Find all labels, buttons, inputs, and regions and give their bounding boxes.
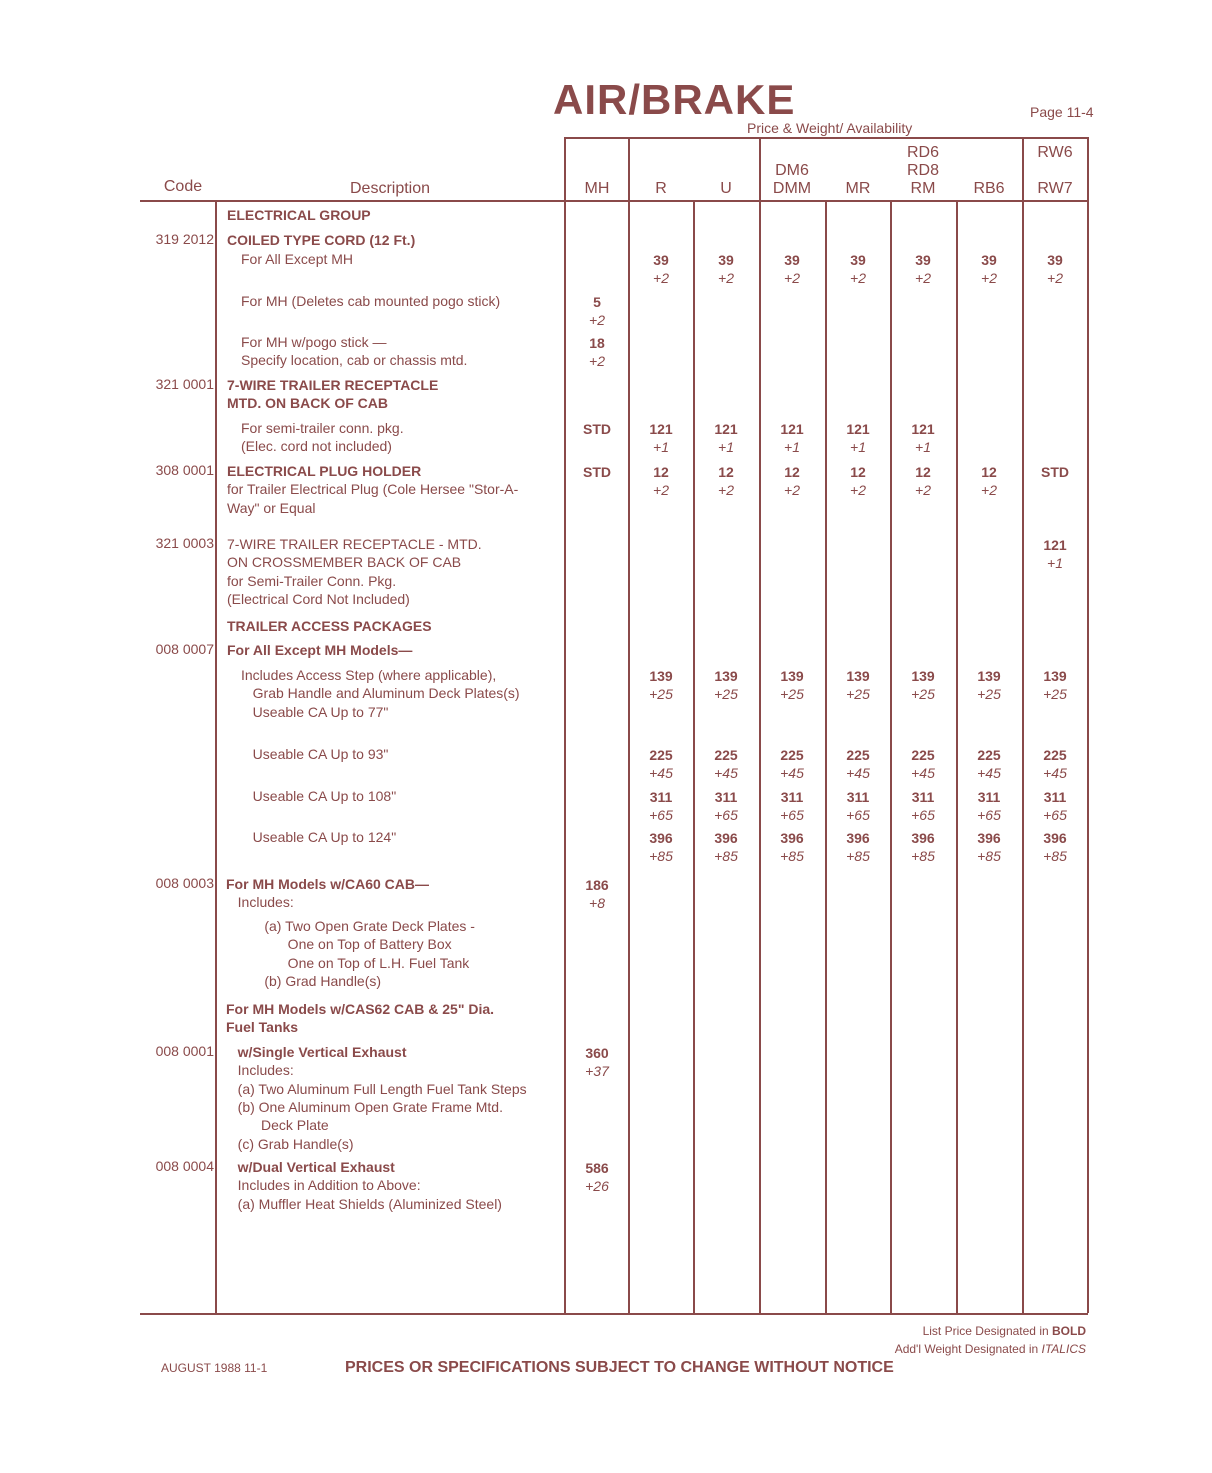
list-price: 121 [714,421,738,437]
additional-weight: +1 [718,439,734,455]
price-cell-u [694,829,758,865]
price-cell-mr [826,420,890,456]
list-price: 311 [911,789,935,805]
header-top-rule [565,137,1088,139]
list-price: 12 [850,464,866,480]
additional-weight: +1 [784,439,800,455]
list-price: 396 [649,830,673,846]
legend-price [923,1324,1086,1338]
additional-weight: +85 [846,848,870,864]
list-price: 39 [1047,252,1063,268]
additional-weight: +45 [714,765,738,781]
item-description: (b) One Aluminum Open Grate Frame Mtd. [226,1098,503,1115]
item-code: 321 0001 [155,376,214,392]
list-price: 396 [780,830,804,846]
additional-weight: +25 [846,686,870,702]
list-price: STD [583,421,611,437]
additional-weight: +65 [780,807,804,823]
item-description: For MH Models w/CA60 CAB— [226,876,430,892]
item-description: (Electrical Cord Not Included) [227,590,410,607]
price-cell-r [629,667,693,703]
column-header-r [629,180,693,198]
price-cell-rd [891,829,955,865]
item-description: ON CROSSMEMBER BACK OF CAB [227,554,462,571]
item-description: w/Single Vertical Exhaust [226,1044,407,1060]
list-price: 12 [653,464,669,480]
price-cell-mr [826,829,890,865]
additional-weight: +85 [911,848,935,864]
column-header-line: DM6 [775,162,809,179]
column-header-rw [1023,144,1087,198]
additional-weight: +45 [649,765,673,781]
item-description: ELECTRICAL PLUG HOLDER [227,463,422,479]
price-cell-rd [891,463,955,499]
list-price: 311 [649,789,673,805]
list-price: 121 [911,421,935,437]
item-description: Useable CA Up to 108" [241,788,397,804]
item-description: Useable CA Up to 77" [241,703,389,720]
price-cell-rw [1023,536,1087,572]
additional-weight: +65 [649,807,673,823]
page-number: Page 11-4 [1030,104,1094,120]
column-header-line: DMM [772,180,812,197]
column-header-line: RW6 [1037,144,1073,161]
item-description: One on Top of L.H. Fuel Tank [241,954,470,971]
item-description: MTD. ON BACK OF CAB [227,395,388,412]
header-bottom-rule [140,200,1088,202]
list-price: 311 [1043,789,1067,805]
column-header-dm [760,162,824,198]
list-price: 121 [780,421,804,437]
additional-weight: +45 [911,765,935,781]
additional-weight: +25 [911,686,935,702]
column-header-mh [565,180,629,198]
price-cell-rw [1023,667,1087,703]
item-description: For MH Models w/CAS62 CAB & 25" Dia. [226,1001,495,1017]
item-description: For All Except MH [241,251,354,267]
rule-right [1087,137,1089,1313]
additional-weight: +2 [915,270,931,286]
item-description: 7-WIRE TRAILER RECEPTACLE - MTD. [227,536,482,552]
price-cell-r [629,829,693,865]
item-description: (c) Grab Handle(s) [226,1135,354,1152]
additional-weight: +25 [649,686,673,702]
list-price: 12 [981,464,997,480]
price-cell-rd [891,746,955,782]
item-description: for Semi-Trailer Conn. Pkg. [227,572,397,589]
item-description: (a) Muffler Heat Shields (Aluminized Steel) [226,1195,502,1212]
price-cell-mr [826,667,890,703]
list-price: 139 [714,668,738,684]
additional-weight: +2 [653,482,669,498]
item-description: for Trailer Electrical Plug (Cole Hersee "Stor-A- [227,481,519,498]
additional-weight: +85 [649,848,673,864]
item-description: Grab Handle and Aluminum Deck Plates(s) [241,685,520,702]
list-price: 311 [780,789,804,805]
rule-rb [1022,137,1024,1313]
price-cell-dm [760,788,824,824]
item-code: 319 2012 [155,231,214,247]
price-cell-rw [1023,251,1087,287]
item-description: Includes Access Step (where applicable), [241,667,497,683]
price-cell-rw [1023,829,1087,865]
column-header-rb [957,180,1021,198]
column-header-line: RM [910,180,936,197]
legend-price-label: List Price Designated in [922,1324,1052,1338]
item-description: Specify location, cab or chassis mtd. [241,352,468,369]
page-subtitle: Price & Weight/ Availability [747,120,913,136]
rule-code [215,200,217,1313]
additional-weight: +2 [850,270,866,286]
additional-weight: +8 [589,895,605,911]
table-bottom-rule [140,1313,1088,1315]
list-price: 139 [780,668,804,684]
price-cell-rb [957,788,1021,824]
price-cell-u [694,251,758,287]
price-cell-mh [565,1044,629,1080]
price-cell-rb [957,463,1021,499]
footer-notice: PRICES OR SPECIFICATIONS SUBJECT TO CHANGE WITHOUT NOTICE [345,1359,894,1376]
list-price: 396 [911,830,935,846]
price-cell-mh [565,463,629,481]
column-header-line: RD6 [906,144,939,161]
list-price: 225 [649,747,673,763]
list-price: 225 [846,747,870,763]
list-price: 225 [714,747,738,763]
price-cell-mh [565,1159,629,1195]
additional-weight: +45 [1043,765,1067,781]
additional-weight: +37 [585,1063,609,1079]
price-cell-rd [891,251,955,287]
price-cell-dm [760,251,824,287]
additional-weight: +65 [846,807,870,823]
list-price: 39 [653,252,669,268]
item-code: 308 0001 [155,462,214,478]
list-price: 360 [585,1045,609,1061]
list-price: STD [583,464,611,480]
additional-weight: +2 [589,312,605,328]
price-cell-r [629,746,693,782]
price-cell-r [629,251,693,287]
price-cell-mh [565,293,629,329]
price-cell-rb [957,829,1021,865]
legend-weight-label: Add'l Weight Designated in [894,1342,1042,1356]
item-description: COILED TYPE CORD (12 Ft.) [227,232,416,248]
price-cell-rb [957,746,1021,782]
additional-weight: +2 [784,482,800,498]
list-price: 39 [915,252,931,268]
price-cell-u [694,788,758,824]
price-cell-mr [826,746,890,782]
list-price: 311 [846,789,870,805]
list-price: 139 [1043,668,1067,684]
column-header-u [694,180,758,198]
price-cell-rb [957,251,1021,287]
column-header-line [1023,162,1087,180]
legend-weight-word: ITALICS [1041,1342,1086,1356]
list-price: 139 [911,668,935,684]
column-header-line: R [655,180,667,197]
column-header-line: MR [845,180,871,197]
rule-u [759,137,761,1313]
additional-weight: +1 [1047,555,1063,571]
price-cell-r [629,420,693,456]
additional-weight: +85 [714,848,738,864]
legend-weight [895,1342,1086,1356]
list-price: 186 [585,877,609,893]
item-code: 008 0007 [155,641,214,657]
price-cell-mh [565,876,629,912]
price-cell-u [694,667,758,703]
column-header-line: MH [584,180,610,197]
item-code: 008 0004 [155,1158,214,1174]
list-price: 396 [714,830,738,846]
price-cell-mh [565,420,629,438]
item-description: w/Dual Vertical Exhaust [226,1159,395,1175]
additional-weight: +45 [977,765,1001,781]
list-price: 18 [589,335,605,351]
additional-weight: +65 [911,807,935,823]
price-cell-mr [826,463,890,499]
additional-weight: +25 [1043,686,1067,702]
additional-weight: +2 [850,482,866,498]
item-description: For MH (Deletes cab mounted pogo stick) [241,293,501,309]
list-price: 121 [649,421,673,437]
item-description: One on Top of Battery Box [241,936,452,953]
column-header-rd [891,144,955,198]
additional-weight: +25 [780,686,804,702]
list-price: 39 [850,252,866,268]
price-cell-r [629,463,693,499]
column-header-code: Code [163,178,203,195]
price-cell-mr [826,251,890,287]
item-description: For MH w/pogo stick — [241,334,387,350]
column-header-mr [826,180,890,198]
additional-weight: +2 [589,353,605,369]
price-cell-rd [891,788,955,824]
list-price: 39 [718,252,734,268]
list-price: 225 [911,747,935,763]
additional-weight: +1 [653,439,669,455]
additional-weight: +25 [977,686,1001,702]
list-price: 12 [784,464,800,480]
section-heading: ELECTRICAL GROUP [227,207,371,223]
list-price: 39 [784,252,800,268]
additional-weight: +85 [1043,848,1067,864]
additional-weight: +65 [1043,807,1067,823]
list-price: 225 [977,747,1001,763]
list-price: 396 [977,830,1001,846]
price-cell-mh [565,334,629,370]
column-header-line: RW7 [1037,180,1073,197]
item-description: Includes in Addition to Above: [226,1177,421,1194]
list-price: 311 [977,789,1001,805]
list-price: 225 [1043,747,1067,763]
price-cell-u [694,420,758,456]
additional-weight: +65 [977,807,1001,823]
price-cell-rd [891,420,955,456]
list-price: 39 [981,252,997,268]
list-price: 311 [714,789,738,805]
item-description: (a) Two Aluminum Full Length Fuel Tank Steps [226,1080,527,1097]
item-description: (b) Grad Handle(s) [241,972,382,989]
price-cell-dm [760,829,824,865]
additional-weight: +85 [977,848,1001,864]
price-cell-mr [826,788,890,824]
additional-weight: +45 [846,765,870,781]
item-description: Deck Plate [226,1117,329,1134]
item-description: For semi-trailer conn. pkg. [241,420,404,436]
additional-weight: +2 [981,482,997,498]
list-price: 396 [1043,830,1067,846]
price-cell-rw [1023,746,1087,782]
price-cell-r [629,788,693,824]
additional-weight: +2 [653,270,669,286]
item-code: 321 0003 [155,535,214,551]
item-description: For All Except MH Models— [227,642,413,658]
list-price: 225 [780,747,804,763]
item-description: Way" or Equal [227,499,316,516]
item-description: Fuel Tanks [226,1019,299,1036]
column-header-description: Description [349,180,431,197]
list-price: 396 [846,830,870,846]
additional-weight: +1 [915,439,931,455]
item-description: Useable CA Up to 93" [241,746,389,762]
price-cell-rb [957,667,1021,703]
additional-weight: +25 [714,686,738,702]
additional-weight: +2 [718,482,734,498]
price-cell-dm [760,463,824,499]
list-price: 121 [846,421,870,437]
additional-weight: +2 [981,270,997,286]
additional-weight: +65 [714,807,738,823]
price-cell-dm [760,420,824,456]
item-description: Useable CA Up to 124" [241,829,397,845]
list-price: 586 [585,1160,609,1176]
legend-price-word: BOLD [1052,1324,1086,1338]
list-price: 5 [593,294,601,310]
price-cell-rw [1023,463,1087,481]
list-price: 121 [1043,537,1067,553]
column-header-line: U [720,180,732,197]
list-price: 12 [718,464,734,480]
list-price: 139 [846,668,870,684]
additional-weight: +85 [780,848,804,864]
additional-weight: +2 [1047,270,1063,286]
price-cell-rw [1023,788,1087,824]
item-description: (a) Two Open Grate Deck Plates - [241,918,475,934]
price-cell-dm [760,746,824,782]
additional-weight: +45 [780,765,804,781]
list-price: STD [1041,464,1069,480]
item-description: (Elec. cord not included) [241,438,392,455]
price-cell-dm [760,667,824,703]
additional-weight: +26 [585,1178,609,1194]
item-description: 7-WIRE TRAILER RECEPTACLE [227,377,439,393]
item-code: 008 0003 [155,875,214,891]
list-price: 139 [649,668,673,684]
additional-weight: +2 [718,270,734,286]
list-price: 139 [977,668,1001,684]
list-price: 12 [915,464,931,480]
section-heading: TRAILER ACCESS PACKAGES [227,618,432,634]
page-title: AIR/BRAKE [553,76,796,123]
price-cell-rd [891,667,955,703]
additional-weight: +2 [784,270,800,286]
column-header-line: RD8 [906,162,939,179]
price-cell-u [694,463,758,499]
item-description: Includes: [226,894,294,911]
additional-weight: +1 [850,439,866,455]
footer-date: AUGUST 1988 11-1 [161,1361,268,1375]
price-cell-u [694,746,758,782]
column-header-line: RB6 [973,180,1005,197]
additional-weight: +2 [915,482,931,498]
item-description: Includes: [226,1062,294,1079]
item-code: 008 0001 [155,1043,214,1059]
